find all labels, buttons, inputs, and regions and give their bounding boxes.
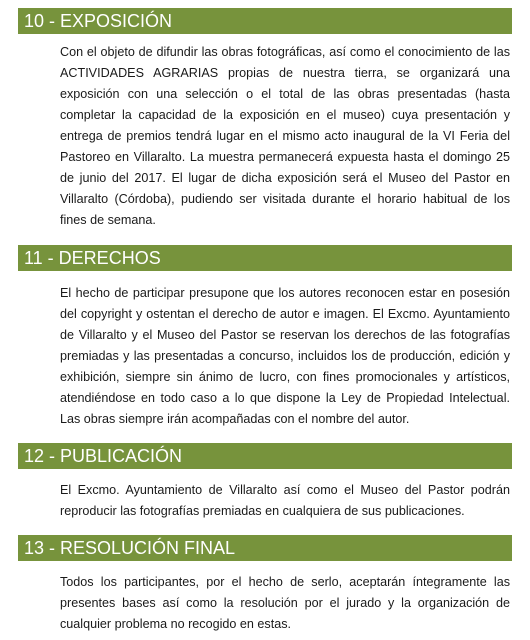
section-body-publicacion: El Excmo. Ayuntamiento de Villaralto así como el Museo del Pastor podrán reproducir las fotografías premiadas en cualquiera de sus publicaciones. — [60, 483, 510, 518]
section-heading-exposicion: 10 - EXPOSICIÓN — [18, 8, 512, 34]
section-heading-publicacion: 12 - PUBLICACIÓN — [18, 443, 512, 469]
section-body-exposicion: Con el objeto de difundir las obras fotográficas, así como el conocimiento de las ACTIVIDADES AGRARIAS propias de nuestra tierra, se organizará una exposición con una selección o el total de las obras presentadas (hasta completar la capacidad de la exposición en el museo) cuya presentación y entrega de premios tendrá lugar en el mismo acto inaugural de la VI Feria del Pastoreo en Villaralto. La muestra permanecerá expuesta hasta el domingo 25 de junio del 2017. El lugar de dicha exposición será el Museo del Pastor en Villaralto (Córdoba), pudiendo ser visitada durante el horario habitual de los fines de semana. — [60, 45, 510, 227]
section-heading-derechos: 11 - DERECHOS — [18, 245, 512, 271]
section-heading-resolucion-final: 13 - RESOLUCIÓN FINAL — [18, 535, 512, 561]
section-body-resolucion-final: Todos los participantes, por el hecho de serlo, aceptarán íntegramente las presentes bases así como la resolución por el jurado y la organización de cualquier problema no recogido en estas. — [60, 575, 510, 631]
section-body-derechos: El hecho de participar presupone que los autores reconocen estar en posesión del copyright y ostentan el derecho de autor e imagen. El Excmo. Ayuntamiento de Villaralto y el Museo del Pastor se reservan los derechos de las fotografías premiadas y las presentadas a concurso, incluidos los de producción, edición y exhibición, siempre sin ánimo de lucro, con fines promocionales y artísticos, atendiéndose en todo caso a lo que dispone la Ley de Propiedad Intelectual. Las obras siempre irán acompañadas con el nombre del autor. — [60, 286, 510, 426]
